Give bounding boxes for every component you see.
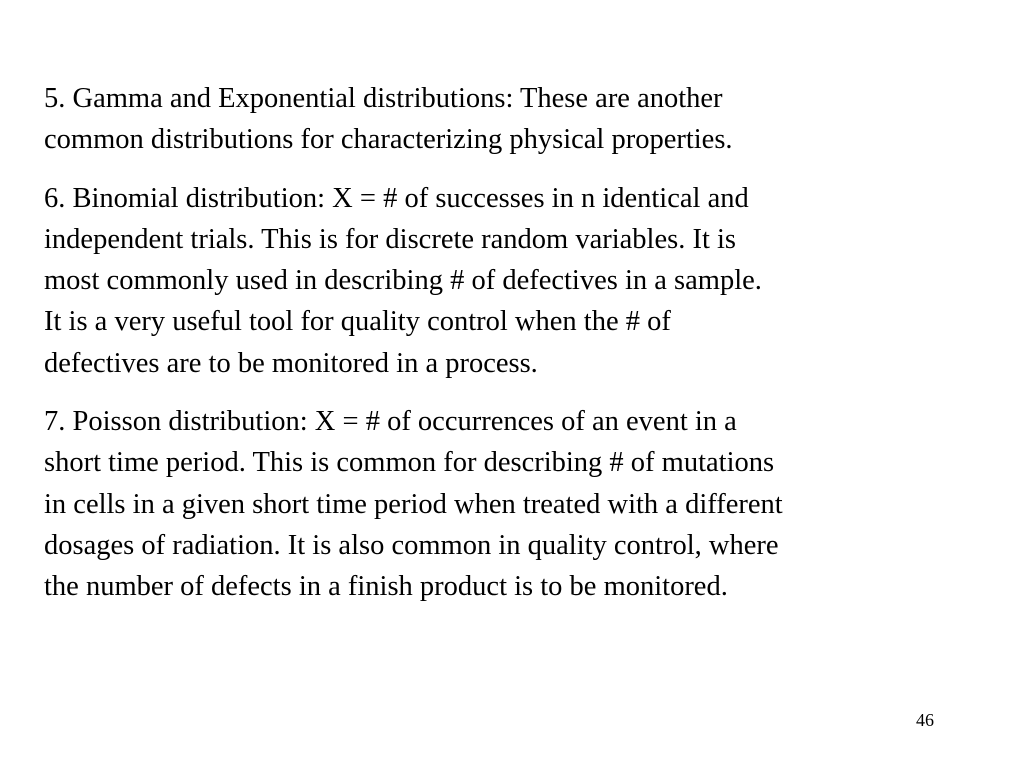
text-line: most commonly used in describing # of defectives in a sample. [44,265,762,297]
page-number: 46 [916,710,934,730]
paragraph-gamma-exponential [44,78,984,161]
text-line: dosages of radiation. It is also common in quality control, where [44,529,779,561]
slide-body [44,78,984,625]
text-line: independent trials. This is for discrete random variables. It is [44,223,737,255]
text-line: short time period. This is common for describing # of mutations [44,447,775,479]
text-line: common distributions for characterizing physical properties. [44,124,733,156]
paragraph-poisson [44,401,984,607]
text-line: 5. Gamma and Exponential distributions: These are another [44,83,723,114]
text-line: in cells in a given short time period when treated with a different [44,488,783,520]
paragraph-binomial [44,178,984,384]
text-line: 6. Binomial distribution: X = # of successes in n identical and [44,182,749,214]
text-line: defectives are to be monitored in a process. [44,347,538,379]
text-line: 7. Poisson distribution: X = # of occurrences of an event in a [44,406,737,438]
text-line: the number of defects in a finish product is to be monitored. [44,571,728,603]
text-line: It is a very useful tool for quality control when the # of [44,306,671,338]
